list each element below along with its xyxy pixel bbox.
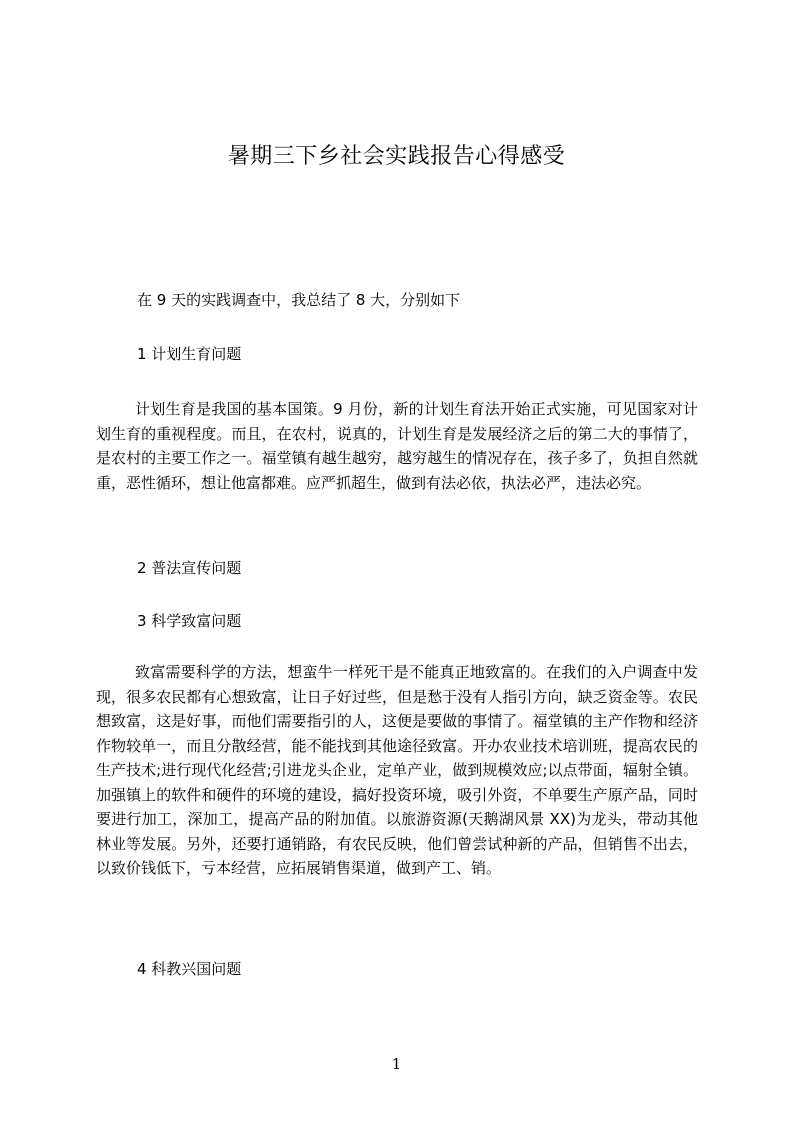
section-heading-2: 2 普法宣传问题: [137, 559, 242, 577]
section-heading-4: 4 科教兴国问题: [137, 960, 242, 978]
section-3-paragraph: 致富需要科学的方法，想蛮牛一样死干是不能真正地致富的。在我们的入户调查中发现，很多农民都有心想致富，让日子好过些，但是愁于没有人指引方向，缺乏资金等。农民想致富，这是好事，而他们需要指引的人，这便是要做的事情了。福堂镇的主产作物和经济作物较单一，而且分散经营，能不能找到其他途径致富。开办农业技术培训班，提高农民的生产技术;进行现代化经营;引进龙头企业，定单产业，做到规模效应;以点带面，辐射全镇。加强镇上的软件和硬件的环境的建设，搞好投资环境，吸引外资，不单要生产原产品，同时要进行加工，深加工，提高产品的附加值。以旅游资源(天鹅湖风景 XX)为龙头，带动其他林业等发展。另外，还要打通销路，有农民反映，他们曾尝试种新的产品，但销售不出去，以致价钱低下，亏本经营，应拓展销售渠道，做到产工、销。: [96, 663, 698, 877]
section-1-paragraph: 计划生育是我国的基本国策。9 月份，新的计划生育法开始正式实施，可见国家对计划生育的重视程度。而且，在农村，说真的，计划生育是发展经济之后的第二大的事情了，是农村的主要工作之一。福堂镇有越生越穷，越穷越生的情况存在，孩子多了，负担自然就重，恶性循环，想让他富都难。应严抓超生，做到有法必依，执法必严，违法必究。: [96, 400, 698, 492]
page-number: 1: [391, 1055, 402, 1073]
intro-paragraph: 在 9 天的实践调查中，我总结了 8 大，分别如下: [137, 291, 461, 309]
section-heading-1: 1 计划生育问题: [137, 345, 242, 363]
document-title: 暑期三下乡社会实践报告心得感受: [227, 144, 566, 169]
section-heading-3: 3 科学致富问题: [137, 612, 242, 630]
